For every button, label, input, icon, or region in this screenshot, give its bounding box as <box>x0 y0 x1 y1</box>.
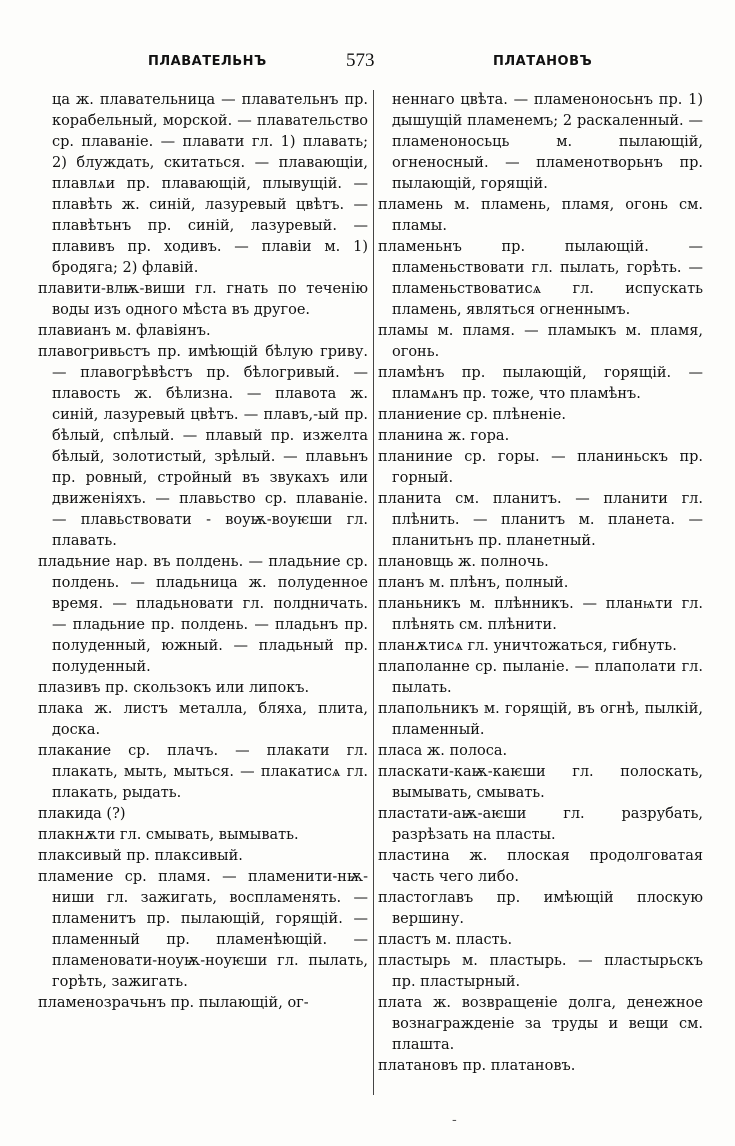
page-header <box>0 50 735 78</box>
dictionary-entry: пламение ср. пламя. — пламенити-нѭ-ниши гл. зажигать, воспламенять. — пламенитъ пр. пылающій, горящій. — пламенный пр. пламенѣющій. — пламеновати-ноуѭ-ноуѥши гл. пылать, горѣть, зажигать. <box>38 869 368 990</box>
dictionary-entry: плакнѫти гл. смывать, вымывать. <box>38 827 299 843</box>
dictionary-entry: плановщь ж. полночь. <box>378 554 549 570</box>
dictionary-entry: пладьние нар. въ полдень. — пладьние ср. полдень. — пладьница ж. полуденное время. — пладьновати гл. полдничать. — пладьние пр. полдень. — пладьнъ пр. полуденный, южный. — пладьный пр. полуденный. <box>38 554 368 675</box>
footer-mark: - <box>452 1112 457 1128</box>
dictionary-entry: плаксивый пр. плаксивый. <box>38 848 243 864</box>
dictionary-entry: плака ж. листъ металла, бляха, плита, доска. <box>38 701 368 738</box>
dictionary-entry: плавити-влѭ-виши гл. гнать по теченію воды изъ одного мѣста въ другое. <box>38 281 368 318</box>
dictionary-entry: плаполанне ср. пыланіе. — плаполати гл. пылать. <box>378 659 703 696</box>
dictionary-entry: планита см. планитъ. — планити гл. плѣнить. — планитъ м. планета. — планитьнъ пр. планетный. <box>378 491 703 549</box>
column-divider <box>373 90 374 1095</box>
dictionary-entry: пламѣнъ пр. пылающій, горящій. — пламѧнъ пр. тоже, что пламѣнъ. <box>378 365 703 402</box>
dictionary-entry: пламы м. пламя. — пламыкъ м. пламя, огонь. <box>378 323 703 360</box>
dictionary-entry: плакида (?) <box>38 806 126 822</box>
dictionary-entry: платановъ пр. платановъ. <box>378 1058 576 1074</box>
dictionary-entry: пластырь м. пластырь. — пластырьскъ пр. пластырный. <box>378 953 703 990</box>
dictionary-entry: пластъ м. пласть. <box>378 932 513 948</box>
dictionary-entry: плазивъ пр. скользокъ или липокъ. <box>38 680 310 696</box>
dictionary-entry: планѫтисѧ гл. уничтожаться, гибнуть. <box>378 638 677 654</box>
dictionary-entry: пламеньнъ пр. пылающій. — пламеньствовати гл. пылать, горѣть. — пламеньствоватисѧ гл. испускать пламень, являться огненнымъ. <box>378 239 703 318</box>
dictionary-entry: пластоглавъ пр. имѣющій плоскую вершину. <box>378 890 703 927</box>
dictionary-entry: пламенозрачьнъ пр. пылающій, ог- <box>38 995 309 1011</box>
dictionary-entry: пласкати-каѭ-каѥши гл. полоскать, вымывать, смывать. <box>378 764 703 801</box>
dictionary-entry: пластина ж. плоская продолговатая часть чего либо. <box>378 848 703 885</box>
dictionary-entry: плавианъ м. флавіянъ. <box>38 323 211 339</box>
dictionary-entry: плавогривьстъ пр. имѣющій бѣлую гриву. — плавогрѣвѣстъ пр. бѣлогривый. — плавость ж. бѣлизна. — плавота ж. синій, лазуревый цвѣтъ. — плавъ,-ый пр. бѣлый, спѣлый. — плавый пр. изжелта бѣлый, золотистый, зрѣлый. — плавьнъ пр. ровный, стройный въ звукахъ или движеніяхъ. — плавьство ср. плаваніе. — плавьствовати - воуѭ-воуѥши гл. плавать. <box>38 344 368 549</box>
dictionary-entry: планина ж. гора. <box>378 428 510 444</box>
dictionary-entry: пласа ж. полоса. <box>378 743 508 759</box>
dictionary-entry: неннаго цвѣта. — пламеноносьнъ пр. 1) дышущій пламенемъ; 2 раскаленный. — пламеноносьць м. пылающій, огненосный. — пламенотворьнъ пр. пылающій, горящій. <box>392 92 703 192</box>
dictionary-entry: планъ м. плѣнъ, полный. <box>378 575 569 591</box>
dictionary-entry: планиние ср. горы. — планиньскъ пр. горный. <box>378 449 703 486</box>
dictionary-entry: планиение ср. плѣненіе. <box>378 407 566 423</box>
dictionary-entry: плапольникъ м. горящій, въ огнѣ, пылкій, пламенный. <box>378 701 703 738</box>
dictionary-entry: пластати-аѭ-аѥши гл. разрубать, разрѣзать на пласты. <box>378 806 703 843</box>
right-column <box>378 90 703 1100</box>
left-column <box>38 90 368 1100</box>
dictionary-entry: пламень м. пламень, пламя, огонь см. пламы. <box>378 197 703 234</box>
dictionary-entry: плакание ср. плачъ. — плакати гл. плакать, мыть, мыться. — плакатисѧ гл. плакать, рыдать. <box>38 743 368 801</box>
dictionary-entry: плата ж. возвращеніе долга, денежное вознагражденіе за труды и вещи см. плашта. <box>378 995 703 1053</box>
dictionary-entry: ца ж. плавательница — плавательнъ пр. корабельный, морской. — плавательство ср. плаваніе. — плавати гл. 1) плавать; 2) блуждать, скитаться. — плавающіи, плавлѧи пр. плавающій, плывущій. — плавѣть ж. синій, лазуревый цвѣтъ. — плавѣтьнъ пр. синій, лазуревый. — плавивъ пр. ходивъ. — плавіи м. 1) бродяга; 2) флавій. <box>52 92 368 276</box>
page-number: 573 <box>346 50 375 71</box>
dictionary-entry: планьникъ м. плѣнникъ. — планѩти гл. плѣнять см. плѣнити. <box>378 596 703 633</box>
running-head-left: ПЛАВАТЕЛЬНЪ <box>148 54 267 69</box>
running-head-right: ПЛАТАНОВЪ <box>493 54 593 69</box>
